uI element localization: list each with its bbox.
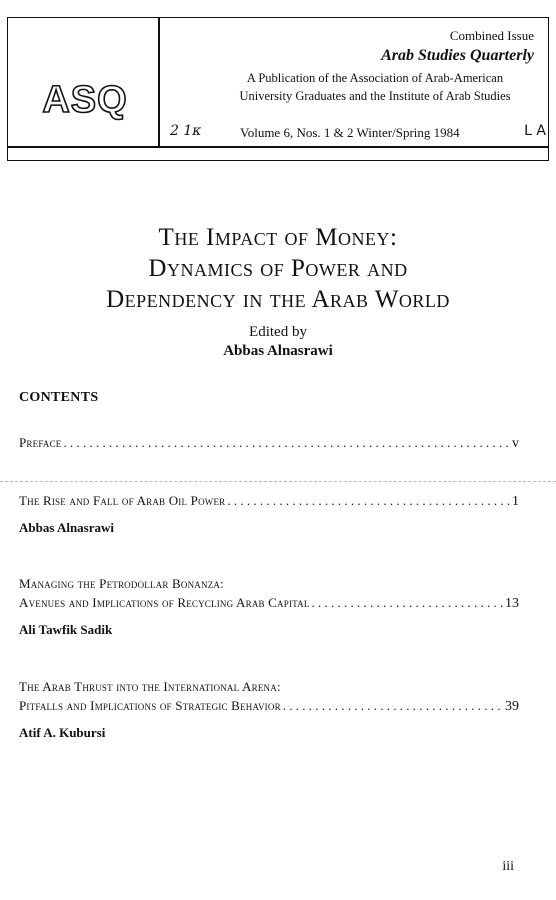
toc-title-line-1: The Arab Thrust into the International Arena: (19, 679, 281, 694)
title-block (0, 222, 556, 360)
handwritten-note-left: 2 1ᴋ (170, 123, 201, 139)
toc-title: Preface (19, 435, 62, 450)
toc-line (19, 574, 519, 593)
asq-logo (30, 74, 140, 124)
masthead-divider (158, 18, 160, 146)
toc-author: Ali Tawfik Sadik (19, 622, 113, 637)
faint-divider (0, 481, 556, 482)
toc-entry-petrodollar (19, 574, 519, 638)
toc-line (19, 593, 519, 613)
title-line-2: Dynamics of Power and (148, 255, 408, 282)
page-number: iii (502, 859, 514, 874)
toc-dot-leader (227, 491, 510, 510)
title-line-3: Dependency in the Arab World (106, 286, 450, 313)
toc-entry-rise-and-fall (19, 491, 519, 536)
toc-page-number: 1 (512, 494, 519, 509)
masthead-text (170, 28, 540, 105)
toc-title-line-1: Managing the Petrodollar Bonanza: (19, 576, 224, 591)
toc-title: The Rise and Fall of Arab Oil Power (19, 493, 226, 508)
toc-entry-arab-thrust (19, 677, 519, 741)
masthead-rule (8, 146, 548, 148)
toc-page-number: 39 (505, 699, 519, 714)
asq-logo-text: ASQ (42, 79, 128, 121)
edited-by-label: Edited by (249, 324, 307, 340)
asq-logo-mark (30, 74, 140, 124)
toc-title-line-2: Pitfalls and Implications of Strategic Behavior (19, 698, 281, 713)
editor-name: Abbas Alnasrawi (223, 343, 333, 359)
toc-dot-leader (63, 433, 510, 452)
toc-line (19, 433, 519, 453)
publication-line-1: A Publication of the Association of Arab-American (246, 71, 504, 85)
publication-line-2: University Graduates and the Institute of Arab Studies (239, 89, 511, 103)
toc-line (19, 696, 519, 716)
toc-line (19, 677, 519, 696)
volume-info: Volume 6, Nos. 1 & 2 Winter/Spring 1984 (240, 125, 460, 140)
toc-page-number: 13 (505, 596, 519, 611)
toc-dot-leader (283, 696, 503, 715)
toc-page-number: v (512, 436, 519, 451)
toc-line (19, 491, 519, 511)
journal-name: Arab Studies Quarterly (381, 47, 534, 64)
masthead-box (7, 17, 549, 161)
toc-author: Abbas Alnasrawi (19, 520, 114, 535)
toc-title-line-2: Avenues and Implications of Recycling Arab Capital (19, 595, 310, 610)
handwritten-note-right: L A (524, 123, 546, 139)
toc-entry-preface (19, 433, 519, 453)
contents-heading: CONTENTS (19, 390, 99, 405)
volume-row (170, 125, 550, 145)
toc-dot-leader (312, 593, 503, 612)
toc-author: Atif A. Kubursi (19, 725, 106, 740)
title-line-1: The Impact of Money: (158, 224, 398, 251)
combined-issue-label: Combined Issue (449, 28, 534, 43)
